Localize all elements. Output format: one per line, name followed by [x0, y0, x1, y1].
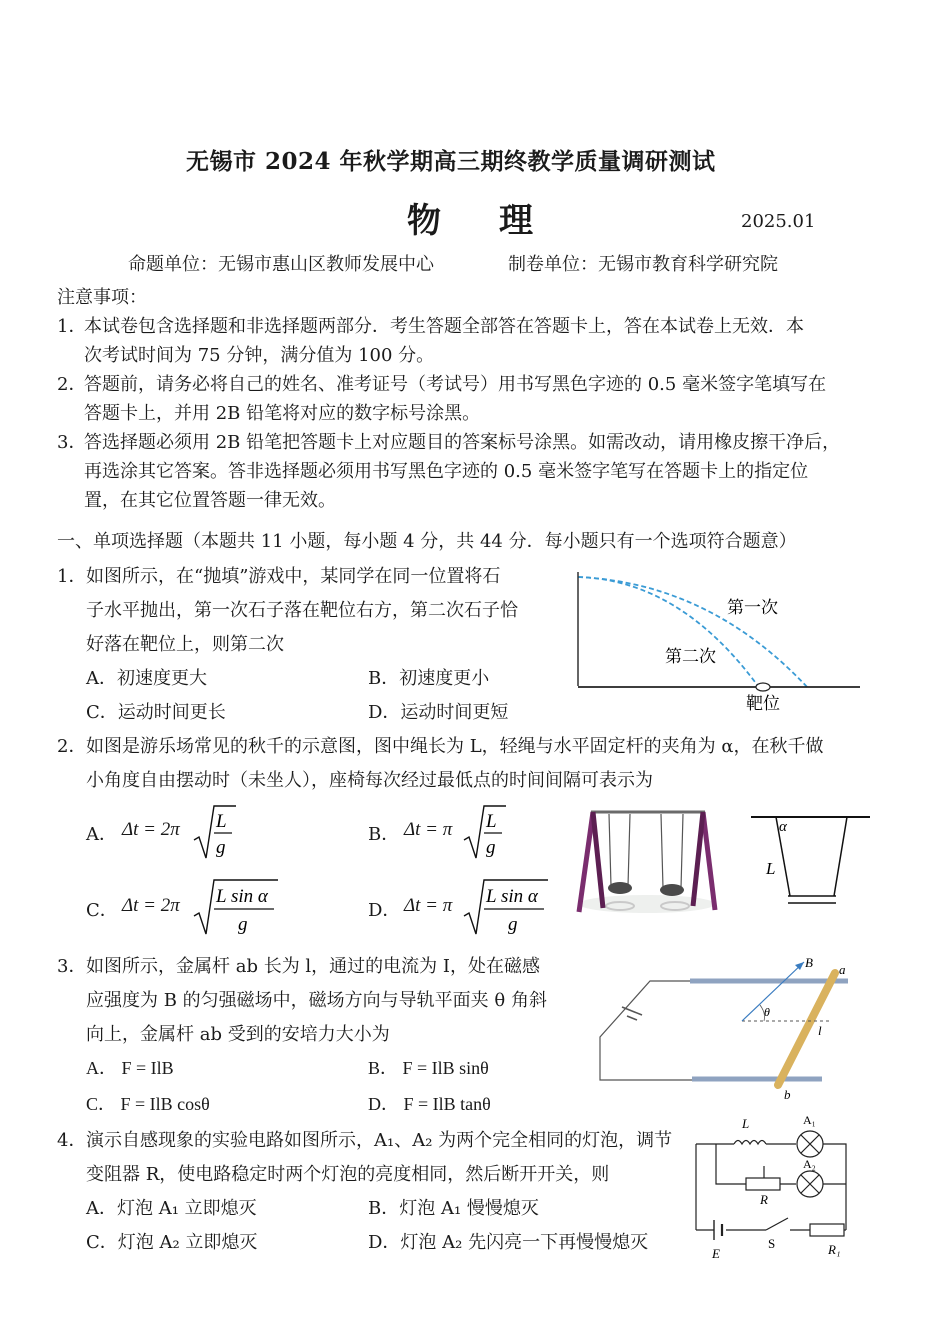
option-d-lhs: Δt = π — [404, 895, 453, 916]
section-heading: 一、单项选择题（本题共 11 小题，每小题 4 分，共 44 分．每小题只有一个选项符合题意） — [57, 531, 797, 552]
rheostat-R1 — [810, 1224, 844, 1236]
option-a-numerator: L — [216, 811, 227, 832]
option-d: D．灯泡 A₂ 先闪亮一下再慢慢熄灭 — [368, 1232, 649, 1253]
note-number: 3． — [57, 432, 87, 453]
option-a-denominator: g — [216, 837, 226, 858]
right-tire-seat — [660, 884, 684, 896]
right-leg — [703, 812, 715, 910]
option-c-radical — [192, 874, 282, 940]
question-line: 小角度自由摆动时（未坐人），座椅每次经过最低点的时间间隔可表示为 — [86, 770, 653, 791]
option-c-label: C． — [86, 900, 118, 921]
label-R: R — [760, 1192, 768, 1207]
option-b-numerator: L — [486, 811, 497, 832]
rheostat-R — [746, 1178, 780, 1190]
exam-title: 无锡市 2024 年秋学期高三期终教学质量调研测试 — [186, 148, 716, 175]
question-line: 演示自感现象的实验电路如图所示，A₁、A₂ 为两个完全相同的灯泡，调节 — [86, 1130, 673, 1151]
metal-rod — [778, 973, 835, 1085]
first-trajectory — [578, 577, 808, 688]
inductor-coil — [734, 1141, 766, 1145]
option-c-numerator: L sin α — [216, 886, 268, 907]
option-a-label: A． — [86, 824, 117, 845]
label-A2: A₂ — [803, 1157, 816, 1171]
issuer-line: 命题单位：无锡市惠山区教师发展中心 — [128, 254, 434, 275]
question-number: 1． — [57, 566, 87, 587]
option-a-lhs: Δt = 2π — [122, 819, 180, 840]
option-d: D． F = IlB tanθ — [368, 1094, 491, 1114]
label-target: 靶位 — [746, 694, 780, 713]
option-d-denominator: g — [508, 914, 518, 935]
self-inductance-circuit — [686, 1108, 866, 1263]
label-theta: θ — [764, 1005, 770, 1019]
option-c: C． F = IlB cosθ — [86, 1094, 210, 1114]
label-E: E — [712, 1246, 720, 1261]
question-line: 向上，金属杆 ab 受到的安培力大小为 — [86, 1024, 390, 1045]
option-b-label: B． — [368, 824, 400, 845]
option-b: B． F = IlB sinθ — [368, 1058, 489, 1078]
target-marker — [756, 683, 770, 691]
option-c-denominator: g — [238, 914, 248, 935]
battery-long — [622, 1007, 642, 1015]
note-line: 次考试时间为 75 分钟，满分值为 100 分。 — [84, 345, 435, 366]
option-d-numerator: L sin α — [486, 886, 538, 907]
question-line: 好落在靶位上，则第二次 — [86, 634, 284, 655]
label-first: 第一次 — [727, 598, 778, 617]
option-c: C．灯泡 A₂ 立即熄灭 — [86, 1232, 258, 1253]
circuit-wire — [600, 981, 692, 1080]
question-number: 3． — [57, 956, 87, 977]
rails-figure — [592, 955, 857, 1105]
question-line: 如图所示，金属杆 ab 长为 l，通过的电流为 I，处在磁感 — [86, 956, 541, 977]
question-number: 2． — [57, 736, 87, 757]
option-d-radical — [462, 874, 552, 940]
question-number: 4． — [57, 1130, 87, 1151]
question-line: 子水平抛出，第一次石子落在靶位右方，第二次石子恰 — [86, 600, 518, 621]
note-number: 2． — [57, 374, 87, 395]
note-line: 置，在其它位置答题一律无效。 — [84, 490, 336, 511]
option-b: B．灯泡 A₁ 慢慢熄灭 — [368, 1198, 539, 1219]
projectile-figure — [570, 568, 870, 718]
option-a: A． F = IlB — [86, 1058, 174, 1078]
option-b-denominator: g — [486, 837, 496, 858]
option-d-label: D． — [368, 900, 401, 921]
note-line: 本试卷包含选择题和非选择题两部分．考生答题全部答在答题卡上，答在本试卷上无效．本 — [84, 316, 804, 337]
label-a: a — [839, 962, 846, 977]
exam-date: 2025.01 — [741, 211, 816, 232]
option-b-radical — [462, 800, 508, 864]
label-R1: R₁ — [828, 1242, 841, 1257]
battery-short — [627, 1016, 637, 1020]
label-A1: A₁ — [803, 1113, 816, 1127]
question-line: 应强度为 B 的匀强磁场中，磁场方向与导轨平面夹 θ 角斜 — [86, 990, 547, 1011]
label-alpha: α — [779, 819, 787, 835]
label-B: B — [805, 955, 813, 970]
note-line: 再选涂其它答案。答非选择题必须用书写黑色字迹的 0.5 毫米签字笔写在答题卡上的指定位 — [84, 461, 809, 482]
question-line: 如图所示，在“抛填”游戏中，某同学在同一位置将石 — [86, 566, 501, 587]
field-arrow — [742, 962, 804, 1021]
label-l: l — [818, 1023, 822, 1038]
left-leg — [579, 812, 593, 912]
switch-S — [766, 1218, 788, 1230]
option-a: A．灯泡 A₁ 立即熄灭 — [86, 1198, 257, 1219]
note-number: 1． — [57, 316, 87, 337]
note-line: 答题前，请务必将自己的姓名、准考证号（考试号）用书写黑色字迹的 0.5 毫米签字笔填写在 — [84, 374, 827, 395]
option-a-radical — [192, 800, 238, 864]
label-S: S — [768, 1236, 776, 1251]
option-a: A．初速度更大 — [86, 668, 207, 689]
label-rope-length: L — [766, 859, 776, 878]
subject-title: 物理 — [407, 201, 591, 241]
right-rope — [834, 817, 847, 896]
label-b: b — [784, 1087, 791, 1102]
note-line: 答题卡上，并用 2B 铅笔将对应的数字标号涂黑。 — [84, 403, 481, 424]
notes-heading: 注意事项： — [57, 287, 147, 308]
note-line: 答选择题必须用 2B 铅笔把答题卡上对应题目的答案标号涂黑。如需改动，请用橡皮擦干净后， — [84, 432, 841, 453]
option-b-lhs: Δt = π — [404, 819, 453, 840]
swing-set-illustration — [575, 804, 720, 916]
option-d: D．运动时间更短 — [368, 702, 509, 723]
question-line: 变阻器 R，使电路稳定时两个灯泡的亮度相同，然后断开开关，则 — [86, 1164, 610, 1185]
option-c-lhs: Δt = 2π — [122, 895, 180, 916]
swing-schematic — [748, 808, 873, 913]
option-b: B．初速度更小 — [368, 668, 490, 689]
label-L: L — [742, 1116, 750, 1131]
label-second: 第二次 — [665, 647, 716, 666]
question-line: 如图是游乐场常见的秋千的示意图，图中绳长为 L，轻绳与水平固定杆的夹角为 α，在秋千做 — [86, 736, 824, 757]
option-c: C．运动时间更长 — [86, 702, 226, 723]
left-tire-seat — [608, 882, 632, 894]
maker-line: 制卷单位：无锡市教育科学研究院 — [508, 254, 778, 275]
